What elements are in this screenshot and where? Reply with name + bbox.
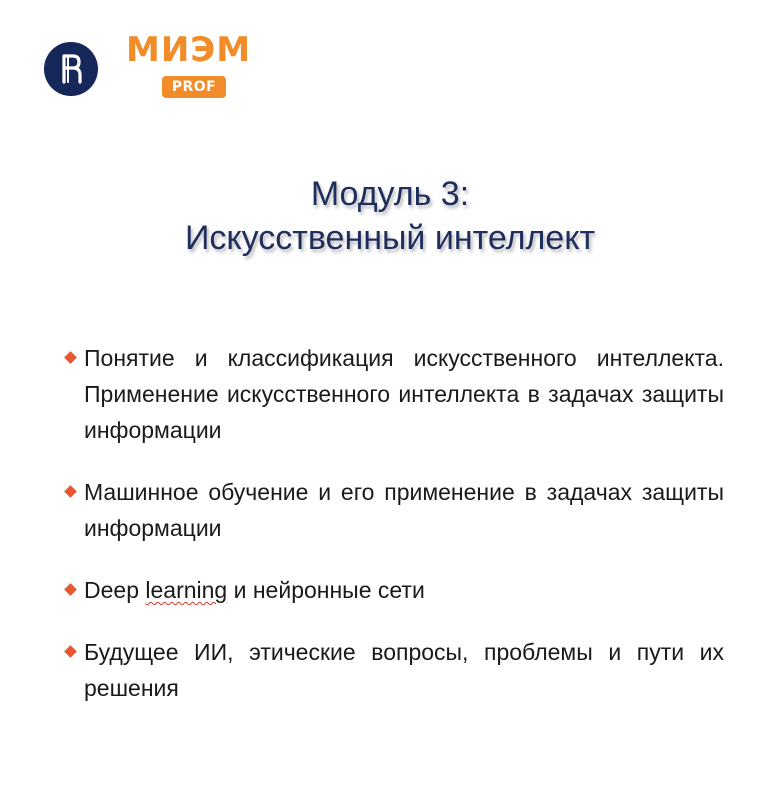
list-item-text: Будущее ИИ, этические вопросы, проблемы и пути их решения	[84, 639, 724, 701]
list-item-text-suffix: и нейронные сети	[227, 577, 425, 603]
spellcheck-underlined-word: learning	[145, 577, 228, 603]
list-item	[62, 634, 724, 706]
diamond-bullet-icon	[64, 351, 77, 364]
diamond-bullet-icon	[64, 645, 77, 658]
title-line-1: Модуль 3:	[310, 175, 470, 213]
list-item	[62, 572, 724, 608]
list-item-text-prefix: Deep	[84, 577, 146, 603]
topic-list	[62, 340, 724, 732]
hse-university-logo-icon	[44, 42, 98, 96]
title-line-2: Искусственный интеллект	[184, 219, 596, 257]
list-item-text: Понятие и классификация искусственного интеллекта. Применение искусственного интеллекта в задачах защиты информации	[84, 345, 724, 443]
diamond-bullet-icon	[64, 583, 77, 596]
prof-badge: PROF	[162, 76, 226, 98]
list-item-text: Машинное обучение и его применение в задачах защиты информации	[84, 479, 724, 541]
miem-prof-logo	[126, 30, 266, 102]
diamond-bullet-icon	[64, 485, 77, 498]
list-item	[62, 474, 724, 546]
miem-logo-text: МИЭМ	[126, 30, 252, 70]
list-item	[62, 340, 724, 448]
page-title	[0, 172, 780, 260]
